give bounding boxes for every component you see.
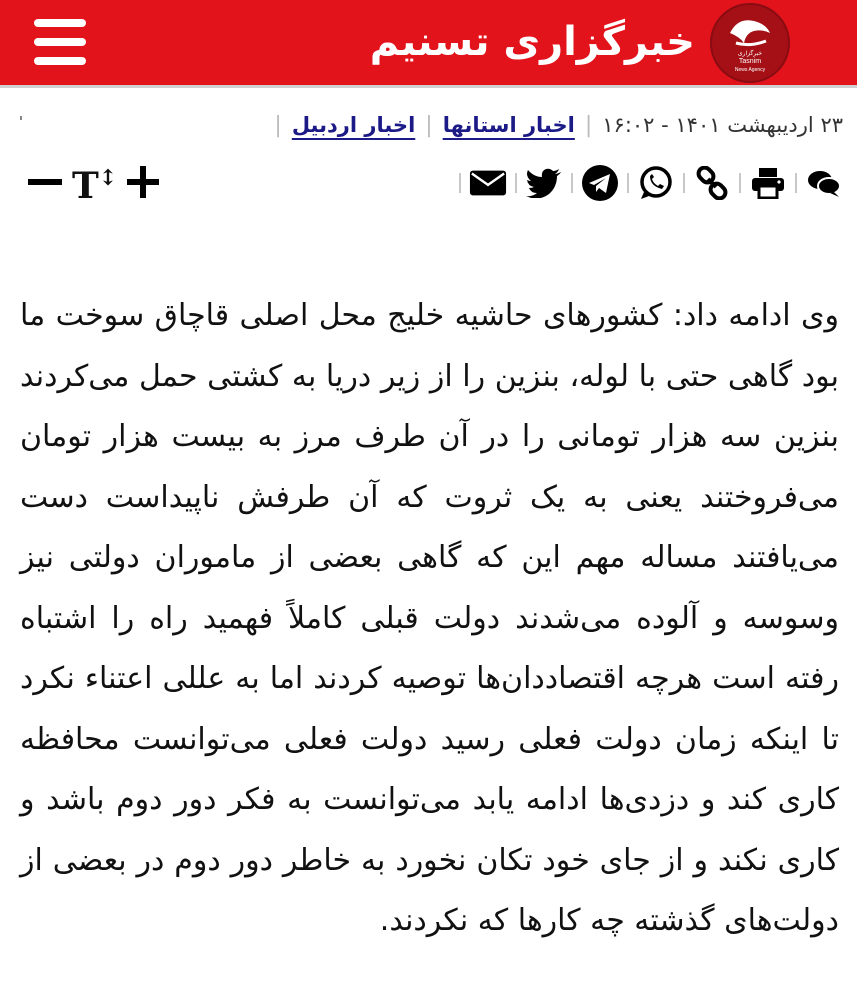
separator: | xyxy=(584,112,593,138)
divider xyxy=(739,173,741,193)
decorative-dot xyxy=(20,116,22,120)
comment-icon[interactable] xyxy=(805,164,843,202)
article-body: وی ادامه داد: کشورهای حاشیه خلیج محل اصلی قاچاق سوخت ما بود گاهی حتی با لوله، بنزین را از زیر دریا به کشتی حمل می‌کردند بنزین سه هزار تومانی را در آن طرف مرز به بیست هزار تومان می‌فروختند یعنی به یک ثروت که آن طرفش ناپیداست دست می‌یافتند مساله مهم این که گاهی بعضی از ماموران دولتی نیز وسوسه و آلوده می‌شدند دولت قبلی کاملاً فهمید راه را اشتباه رفته است هرچه اقتصاددان‌ها توصیه کردند اما به عللی اعتناء نکرد تا اینکه زمان دولت فعلی رسید دولت فعلی می‌توانست محافظه کاری کند و دزدی‌ها ادامه یابد می‌توانست به فکر دور دوم باشد و کاری نکند و از جای خود تکان نخورد به خاطر دور دوم در بعضی از دولت‌های گذشته چه کارها که نکردند. xyxy=(20,298,839,938)
divider xyxy=(515,173,517,193)
menu-line xyxy=(34,19,86,27)
tag-ardabil-news[interactable]: اخبار اردبیل xyxy=(291,113,416,137)
decrease-font-button[interactable] xyxy=(28,179,62,185)
divider xyxy=(459,173,461,193)
publish-date: ۲۳ اردیبهشت ۱۴۰۱ - ۱۶:۰۲ xyxy=(602,113,843,137)
font-size-icon: T↕ xyxy=(72,165,118,207)
increase-font-button[interactable] xyxy=(127,166,159,198)
divider xyxy=(795,173,797,193)
logo-subtitle-en: Tasnim xyxy=(738,58,762,65)
logo-subtitle-en2: News Agency xyxy=(734,67,766,73)
font-size-controls xyxy=(28,160,159,207)
share-toolbar xyxy=(451,164,843,202)
menu-line xyxy=(34,38,86,46)
article-meta-row xyxy=(274,108,843,142)
separator: | xyxy=(425,112,433,138)
print-icon[interactable] xyxy=(749,164,787,202)
separator: | xyxy=(274,112,282,138)
twitter-icon[interactable] xyxy=(525,164,563,202)
link-icon[interactable] xyxy=(693,164,731,202)
menu-line xyxy=(34,57,86,65)
hamburger-menu-icon[interactable] xyxy=(34,19,86,65)
top-header-bar xyxy=(0,0,857,88)
site-title[interactable]: خبرگزاری تسنیم xyxy=(369,19,695,65)
divider xyxy=(683,173,685,193)
tag-provinces-news[interactable]: اخبار استانها xyxy=(442,113,575,137)
logo-subtitle-fa: خبرگزاری xyxy=(737,50,763,57)
tasnim-logo-icon[interactable] xyxy=(710,3,790,83)
divider xyxy=(571,173,573,193)
telegram-icon[interactable] xyxy=(581,164,619,202)
email-icon[interactable] xyxy=(469,164,507,202)
whatsapp-icon[interactable] xyxy=(637,164,675,202)
divider xyxy=(627,173,629,193)
